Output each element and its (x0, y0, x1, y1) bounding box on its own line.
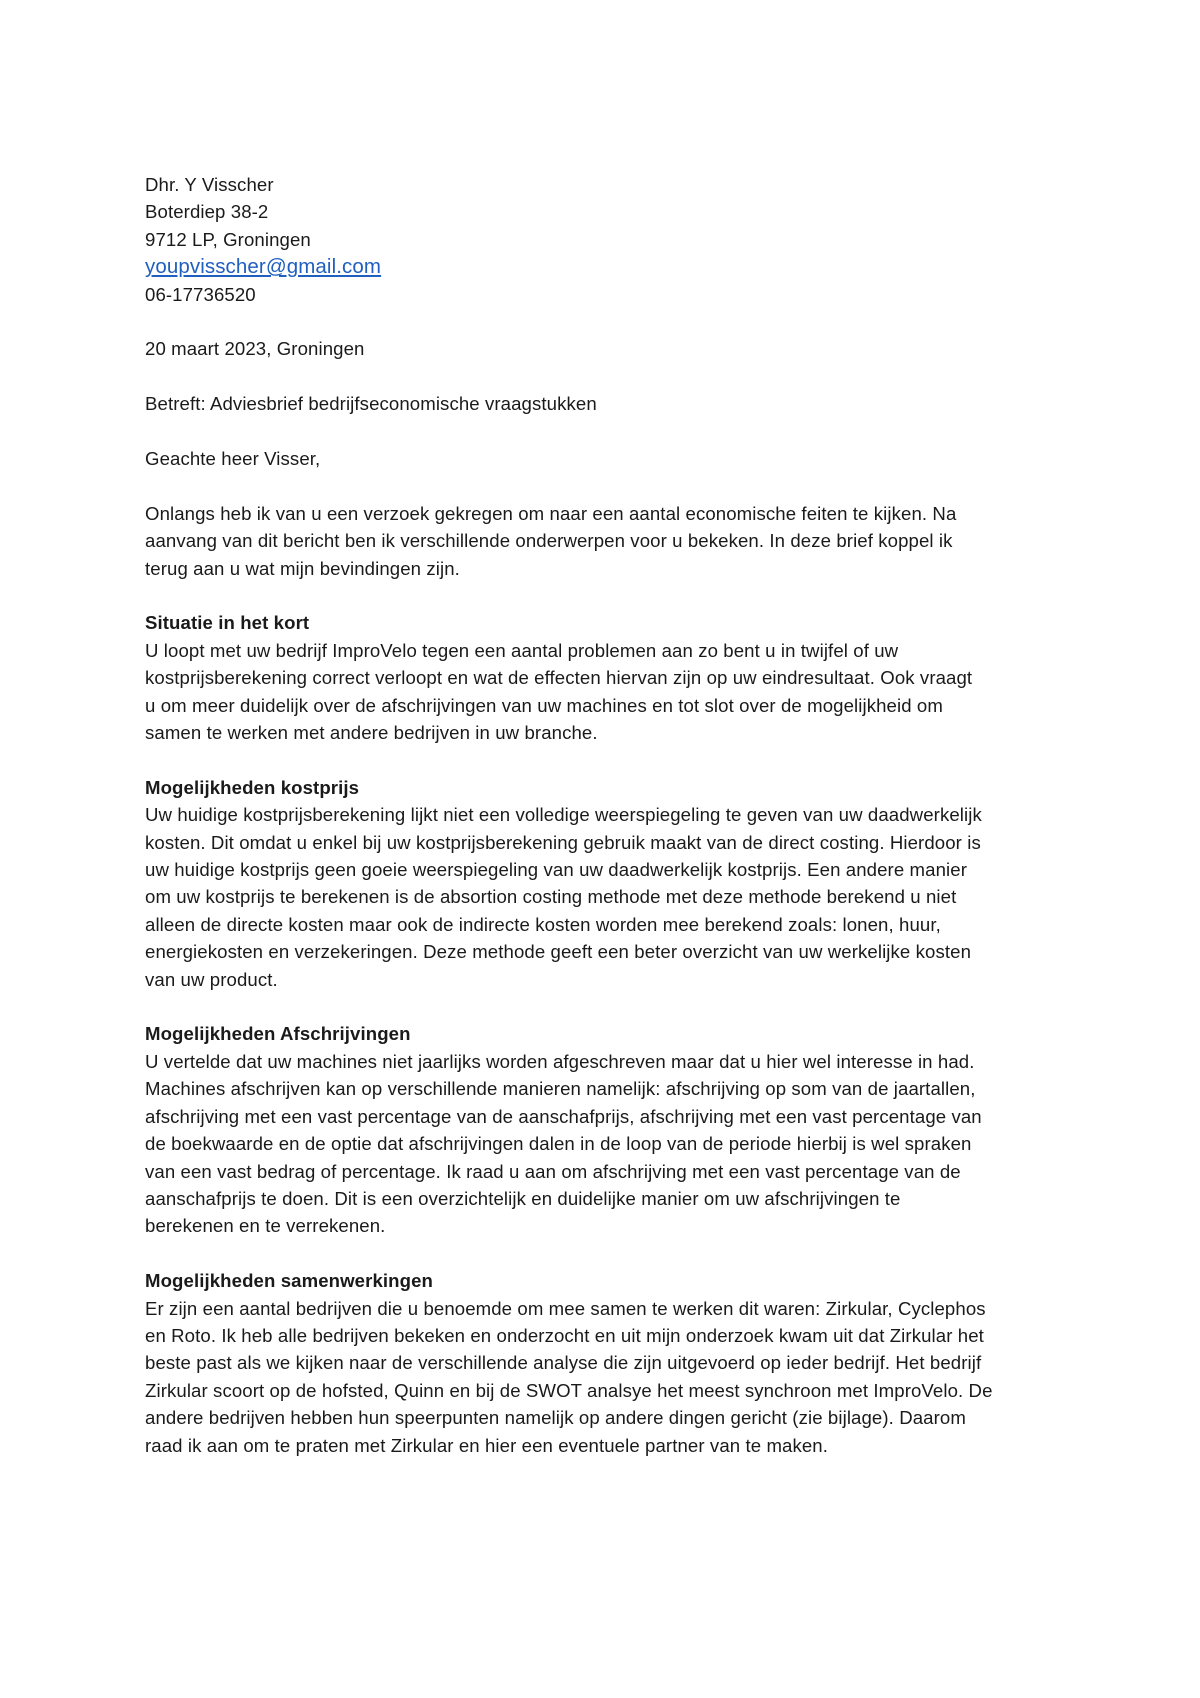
sender-street: Boterdiep 38-2 (145, 201, 269, 223)
paragraph-line: kostprijsberekening correct verloopt en wat de effecten hiervan zijn op uw eindresultaat. Ook vraagt (145, 667, 973, 689)
paragraph-line: en Roto. Ik heb alle bedrijven bekeken en onderzocht en uit mijn onderzoek kwam uit dat Zirkular het (145, 1324, 984, 1346)
paragraph-line: energiekosten en verzekeringen. Deze methode geeft een beter overzicht van uw werkelijke kosten (145, 941, 972, 963)
paragraph-line: alleen de directe kosten maar ook de indirecte kosten worden mee berekend zoals: lonen, huur, (145, 913, 941, 935)
section-samenwerkingen (145, 1267, 1055, 1459)
section-afschrijvingen (145, 1020, 1055, 1239)
section-situatie (145, 609, 1055, 746)
intro-line: aanvang van dit bericht ben ik verschillende onderwerpen voor u bekeken. In deze brief koppel ik (145, 530, 953, 552)
paragraph-line: U loopt met uw bedrijf ImproVelo tegen een aantal problemen aan zo bent u in twijfel of uw (145, 639, 899, 661)
intro-line: terug aan u wat mijn bevindingen zijn. (145, 557, 460, 579)
section-heading: Situatie in het kort (145, 612, 310, 634)
paragraph-line: uw huidige kostprijs geen goeie weerspiegeling van uw daadwerkelijk kostprijs. Een andere manier (145, 859, 967, 881)
sender-city: 9712 LP, Groningen (145, 228, 311, 250)
paragraph-line: de boekwaarde en de optie dat afschrijvingen dalen in de loop van de periode hierbij is wel spraken (145, 1133, 972, 1155)
section-heading: Mogelijkheden samenwerkingen (145, 1270, 433, 1292)
paragraph-line: Uw huidige kostprijsberekening lijkt niet een volledige weerspiegeling te geven van uw daadwerkelijk (145, 804, 982, 826)
intro-paragraph (145, 500, 1055, 582)
paragraph-line: Zirkular scoort op de hofsted, Quinn en bij de SWOT analsye het meest synchroon met ImproVelo. De (145, 1379, 993, 1401)
letter-body (145, 171, 1055, 1459)
paragraph-line: andere bedrijven hebben hun speerpunten namelijk op andere dingen gericht (zie bijlage). Daarom (145, 1407, 966, 1429)
paragraph-line: van een vast bedrag of percentage. Ik raad u aan om afschrijving met een vast percentage van de (145, 1160, 961, 1182)
paragraph-line: van uw product. (145, 968, 278, 990)
paragraph-line: om uw kostprijs te berekenen is de absortion costing methode met deze methode berekend u niet (145, 886, 957, 908)
section-kostprijs (145, 774, 1055, 993)
subject-line: Betreft: Adviesbrief bedrijfseconomische vraagstukken (145, 393, 597, 415)
salutation: Geachte heer Visser, (145, 448, 321, 470)
sender-name: Dhr. Y Visscher (145, 174, 274, 195)
intro-line: Onlangs heb ik van u een verzoek gekregen om naar een aantal economische feiten te kijken. Na (145, 502, 957, 524)
section-heading: Mogelijkheden kostprijs (145, 776, 360, 798)
paragraph-line: samen te werken met andere bedrijven in uw branche. (145, 722, 598, 744)
paragraph-line: aanschafprijs te doen. Dit is een overzichtelijk en duidelijke manier om uw afschrijvingen te (145, 1187, 901, 1209)
section-heading: Mogelijkheden Afschrijvingen (145, 1023, 411, 1045)
paragraph-line: Er zijn een aantal bedrijven die u benoemde om mee samen te werken dit waren: Zirkular, Cyclephos (145, 1297, 986, 1319)
sender-block (145, 171, 1055, 308)
paragraph-line: U vertelde dat uw machines niet jaarlijks worden afgeschreven maar dat u hier wel interesse in had. (145, 1050, 975, 1072)
paragraph-line: Machines afschrijven kan op verschillende manieren namelijk: afschrijving op som van de jaartallen, (145, 1078, 976, 1100)
paragraph-line: berekenen en te verrekenen. (145, 1215, 386, 1237)
paragraph-line: raad ik aan om te praten met Zirkular en hier een eventuele partner van te maken. (145, 1434, 829, 1456)
date-line: 20 maart 2023, Groningen (145, 338, 365, 360)
paragraph-line: beste past als we kijken naar de verschillende analyse die zijn uitgevoerd op ieder bedrijf. Het bedrijf (145, 1352, 982, 1374)
paragraph-line: kosten. Dit omdat u enkel bij uw kostprijsberekening gebruik maakt van de direct costing. Hierdoor is (145, 831, 981, 853)
paragraph-line: u om meer duidelijk over de afschrijvingen van uw machines en tot slot over de mogelijkheid om (145, 694, 943, 716)
sender-email-link[interactable]: youpvisscher@gmail.com (145, 255, 382, 279)
sender-phone: 06-17736520 (145, 283, 256, 305)
paragraph-line: afschrijving met een vast percentage van de aanschafprijs, afschrijving met een vast percentage van (145, 1105, 982, 1127)
